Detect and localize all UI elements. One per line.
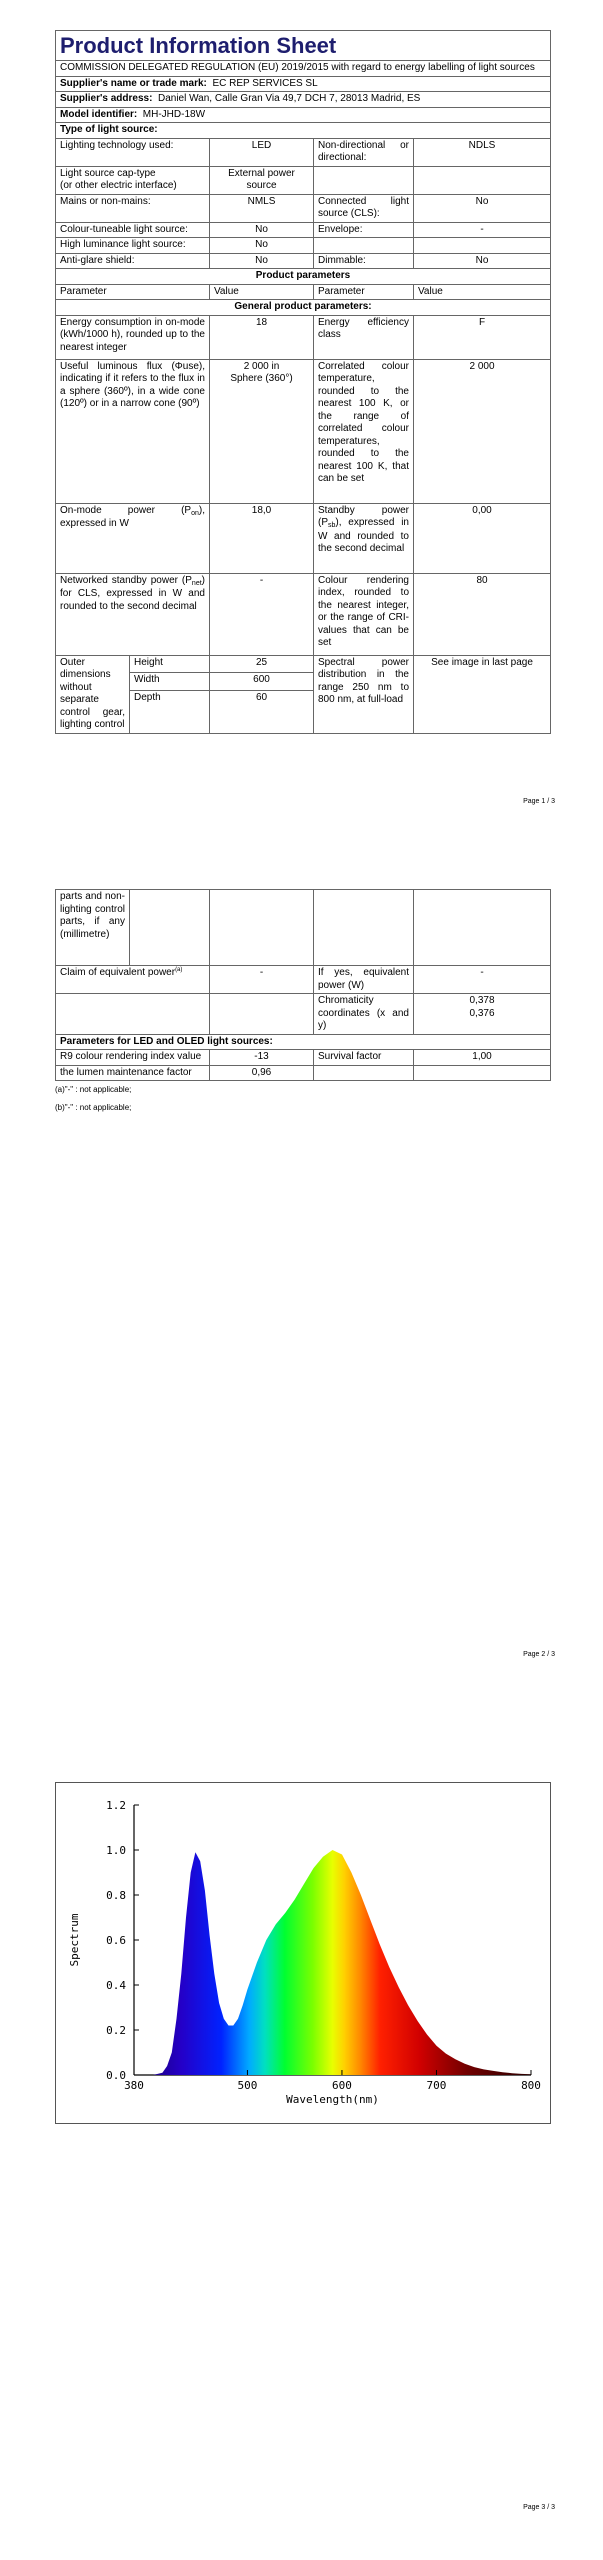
depth-value: 60 [210, 690, 314, 733]
col-header-value: Value [210, 284, 314, 300]
chromaticity-y: 0,376 [469, 1007, 495, 1019]
lumen-maintenance-label: the lumen maintenance factor [56, 1065, 210, 1081]
chromaticity-x: 0,378 [469, 995, 495, 1006]
model-label: Model identifier: [60, 108, 138, 120]
on-mode-power-text-b: ), expressed in W [60, 504, 205, 530]
claim-footnote-marker: (a) [175, 967, 183, 973]
networked-standby-text-a: Networked standby power (P [60, 574, 192, 586]
standby-power-text-b: ), expressed in W and rounded to the second decimal [318, 517, 409, 555]
model-row [56, 107, 551, 123]
product-params-heading: Product parameters [56, 269, 551, 285]
lumen-maintenance-value: 0,96 [210, 1065, 314, 1081]
col-header-parameter: Parameter [56, 284, 210, 300]
colour-tuneable-value: No [210, 222, 314, 238]
supplier-name-label: Supplier's name or trade mark: [60, 77, 207, 89]
colour-tuneable-label: Colour-tuneable light source: [56, 222, 210, 238]
col-header-value-2: Value [414, 284, 551, 300]
dir-value: NDLS [414, 138, 551, 166]
general-params-heading: General product parameters: [56, 300, 551, 316]
dimensions-label-part-2: parts and non-lighting control parts, if any (millimetre) [56, 890, 130, 966]
chromaticity-value [414, 994, 551, 1035]
y-tick-label: 0.2 [106, 2024, 126, 2037]
claim-equivalent-power-value: - [210, 966, 314, 994]
survival-factor-label: Survival factor [314, 1050, 414, 1066]
cls-label: Connected light source (CLS): [314, 194, 414, 222]
page-title: Product Information Sheet [56, 31, 551, 61]
claim-equivalent-power-text: Claim of equivalent power [60, 967, 176, 978]
depth-label: Depth [130, 690, 210, 733]
luminous-flux-label: Useful luminous flux (Φuse), indicating if it refers to the flux in a sphere (360º), in a wide cone (120º) or in a narrow cone (90º) [56, 359, 210, 503]
y-tick-label: 0.6 [106, 1934, 126, 1947]
type-heading: Type of light source: [56, 123, 551, 139]
cct-value: 2 000 [414, 359, 551, 503]
cap-label [56, 166, 210, 194]
energy-class-value: F [414, 315, 551, 359]
page-2 [0, 853, 603, 1706]
page-number-1: Page 1 / 3 [523, 798, 555, 805]
on-mode-power-value: 18,0 [210, 503, 314, 573]
networked-standby-label [56, 573, 210, 655]
y-tick-label: 0.4 [106, 1979, 126, 1992]
y-tick-label: 0.0 [106, 2069, 126, 2082]
supplier-address: Daniel Wan, Calle Gran Via 49,7 DCH 7, 28013 Madrid, ES [157, 93, 421, 105]
networked-standby-value: - [210, 573, 314, 655]
luminous-flux-value [210, 359, 314, 503]
height-value: 25 [210, 655, 314, 673]
on-mode-power-sub: on [191, 509, 199, 517]
tech-value: LED [210, 138, 314, 166]
equivalent-power-label: If yes, equivalent power (W) [314, 966, 414, 994]
x-tick-label: 500 [237, 2079, 258, 2092]
r9-value: -13 [210, 1050, 314, 1066]
luminous-flux-value-line-1: 2 000 in [243, 360, 280, 372]
height-label: Height [130, 655, 210, 673]
dir-label: Non-directional or directional: [314, 138, 414, 166]
page-number-3: Page 3 / 3 [523, 2504, 555, 2511]
cap-value: External power source [210, 166, 314, 194]
cap-label-line-1: Light source cap-type [60, 167, 156, 179]
high-luminance-label: High luminance light source: [56, 238, 210, 254]
width-label: Width [130, 673, 210, 691]
x-axis-label: Wavelength(nm) [286, 2093, 379, 2106]
energy-consumption-label: Energy consumption in on-mode (kWh/1000 h), rounded up to the nearest integer [56, 315, 210, 359]
x-tick-label: 600 [332, 2079, 352, 2092]
cri-label: Colour rendering index, rounded to the nearest integer, or the range of CRI-values that can be set [314, 573, 414, 655]
spectrum-area [134, 1850, 531, 2075]
envelope-label: Envelope: [314, 222, 414, 238]
on-mode-power-label [56, 503, 210, 573]
supplier-address-row [56, 92, 551, 108]
x-tick-label: 800 [521, 2079, 541, 2092]
anti-glare-label: Anti-glare shield: [56, 253, 210, 269]
page-1 [0, 0, 603, 853]
on-mode-power-text-a: On-mode power (P [60, 504, 192, 516]
dimensions-label-part-1: Outer dimensions without separate control gear, lighting control [56, 655, 130, 733]
mains-label: Mains or non-mains: [56, 194, 210, 222]
regulation-text: COMMISSION DELEGATED REGULATION (EU) 2019/2015 with regard to energy labelling of light sources [56, 61, 551, 77]
standby-power-sub: sb [328, 522, 336, 530]
width-value: 600 [210, 673, 314, 691]
envelope-value: - [414, 222, 551, 238]
spd-label: Spectral power distribution in the range 250 nm to 800 nm, at full-load [314, 655, 414, 733]
equivalent-power-value: - [414, 966, 551, 994]
anti-glare-value: No [210, 253, 314, 269]
supplier-name-row [56, 76, 551, 92]
col-header-parameter-2: Parameter [314, 284, 414, 300]
y-tick-label: 1.0 [106, 1844, 126, 1857]
model-identifier: MH-JHD-18W [142, 108, 206, 120]
y-axis-label: Spectrum [68, 1913, 81, 1967]
cap-label-line-2: (or other electric interface) [60, 180, 177, 192]
energy-class-label: Energy efficiency class [314, 315, 414, 359]
luminous-flux-value-line-2: Sphere (360°) [230, 373, 293, 385]
standby-power-text-a: Standby power (P [318, 504, 409, 529]
supplier-address-label: Supplier's address: [60, 93, 153, 105]
tech-label: Lighting technology used: [56, 138, 210, 166]
r9-label: R9 colour rendering index value [56, 1050, 210, 1066]
cls-value: No [414, 194, 551, 222]
info-table-page-1 [55, 30, 551, 734]
page-number-2: Page 2 / 3 [523, 1651, 555, 1658]
dimmable-value: No [414, 253, 551, 269]
y-tick-label: 1.2 [106, 1799, 126, 1812]
high-luminance-value: No [210, 238, 314, 254]
cri-value: 80 [414, 573, 551, 655]
energy-consumption-value: 18 [210, 315, 314, 359]
dimmable-label: Dimmable: [314, 253, 414, 269]
chromaticity-label: Chromaticity coordinates (x and y) [314, 994, 414, 1035]
standby-power-value: 0,00 [414, 503, 551, 573]
footnote-b: (b)"-" : not applicable; [55, 1103, 132, 1112]
mains-value: NMLS [210, 194, 314, 222]
y-tick-label: 0.8 [106, 1889, 126, 1902]
x-tick-label: 380 [124, 2079, 144, 2092]
led-params-heading: Parameters for LED and OLED light sources: [56, 1034, 551, 1050]
cct-label: Correlated colour temperature, rounded to the nearest 100 K, or the range of correlated colour temperatures, rounded to the nearest 100 K, that can be set [314, 359, 414, 503]
footnote-a: (a)"-" : not applicable; [55, 1085, 132, 1094]
spd-value: See image in last page [414, 655, 551, 733]
survival-factor-value: 1,00 [414, 1050, 551, 1066]
networked-standby-text-b: ) for CLS, expressed in W and rounded to the second decimal [60, 574, 205, 612]
standby-power-label [314, 503, 414, 573]
spectrum-chart-svg [56, 1783, 550, 2123]
claim-equivalent-power-label [56, 966, 210, 994]
x-tick-label: 700 [426, 2079, 447, 2092]
spectrum-chart [55, 1782, 551, 2124]
info-table-page-2 [55, 889, 551, 1081]
supplier-name: EC REP SERVICES SL [212, 77, 318, 89]
networked-standby-sub: net [191, 579, 202, 587]
